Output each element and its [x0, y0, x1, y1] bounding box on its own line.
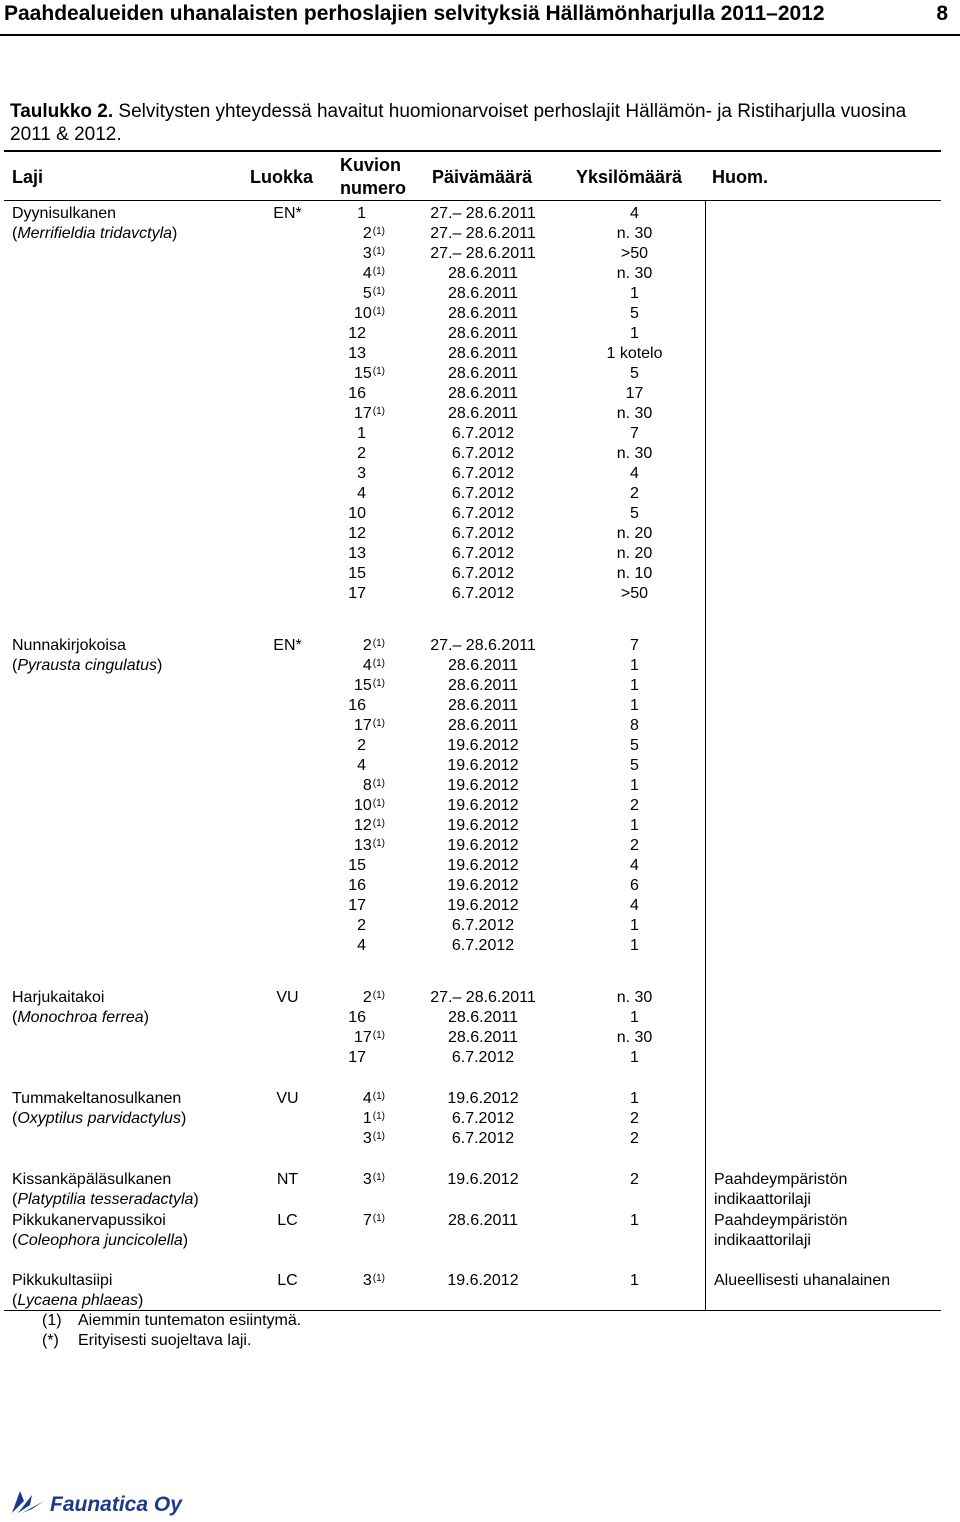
observation-date: 19.6.2012	[447, 897, 519, 914]
observation-date: 27.– 28.6.2011	[430, 637, 536, 654]
figure-value: 12	[353, 817, 372, 834]
figure-number	[348, 384, 385, 404]
caption-label: Taulukko 2.	[10, 101, 114, 122]
note-text: Paahdeympäristön	[714, 1212, 848, 1229]
figure-value: 2	[362, 989, 372, 1006]
footnote-ref: (1)	[372, 286, 385, 297]
figure-number	[348, 856, 385, 876]
footnote-1	[42, 1311, 301, 1331]
figure-number	[357, 936, 385, 956]
observation-date: 28.6.2011	[448, 285, 518, 302]
individual-count: 1	[630, 777, 639, 794]
observation-date: 19.6.2012	[447, 797, 519, 814]
page-number: 8	[936, 2, 948, 25]
species-latin: (Platyptilia tesseradactyla)	[12, 1191, 199, 1208]
figure-number	[354, 404, 385, 424]
observation-date: 28.6.2011	[448, 345, 518, 362]
figure-number	[363, 284, 385, 304]
footnote-ref: (1)	[372, 1091, 385, 1102]
footnote-2	[42, 1331, 251, 1351]
observation-date: 19.6.2012	[447, 1090, 519, 1107]
header-kuvion: Kuvion	[340, 155, 401, 175]
observation-date: 6.7.2012	[451, 1130, 515, 1147]
individual-count: 1	[630, 657, 639, 674]
figure-value: 15	[348, 565, 366, 582]
figure-number	[348, 324, 385, 344]
observation-date: 6.7.2012	[451, 1110, 515, 1127]
figure-value: 13	[348, 345, 366, 362]
figure-number	[357, 204, 385, 224]
figure-value: 17	[353, 1029, 372, 1046]
class-code: VU	[276, 1090, 299, 1107]
figure-value: 12	[348, 325, 366, 342]
observation-date: 6.7.2012	[451, 465, 515, 482]
figure-value: 4	[357, 485, 366, 502]
figure-number	[354, 364, 385, 384]
individual-count: n. 30	[616, 265, 653, 282]
observation-date: 6.7.2012	[451, 525, 515, 542]
figure-value: 16	[348, 1009, 366, 1026]
figure-number	[348, 696, 385, 716]
observation-date: 19.6.2012	[447, 837, 519, 854]
individual-count: 2	[630, 1130, 639, 1147]
individual-count: 1	[630, 1272, 639, 1289]
figure-value: 17	[353, 405, 372, 422]
latin-name: Merrifieldia tridavctyla	[17, 225, 173, 242]
figure-number	[357, 484, 385, 504]
individual-count: 1	[630, 817, 639, 834]
individual-count: 4	[630, 465, 639, 482]
figure-number	[354, 816, 385, 836]
header-count: Yksilömäärä	[576, 167, 683, 187]
header-rule	[0, 34, 960, 36]
figure-value: 15	[348, 857, 366, 874]
figure-number	[363, 1170, 385, 1190]
individual-count: >50	[620, 585, 649, 602]
figure-number	[363, 244, 385, 264]
individual-count: n. 30	[616, 405, 653, 422]
latin-name: Pyrausta cingulatus	[17, 657, 157, 674]
individual-count: 2	[630, 485, 639, 502]
footnote-ref: (1)	[372, 306, 385, 317]
figure-value: 2	[357, 445, 366, 462]
figure-value: 17	[348, 1049, 366, 1066]
figure-value: 10	[353, 305, 372, 322]
individual-count: 17	[625, 385, 644, 402]
observation-date: 19.6.2012	[447, 877, 519, 894]
figure-value: 1	[357, 425, 366, 442]
observation-date: 28.6.2011	[448, 677, 518, 694]
footnote-ref: (1)	[372, 638, 385, 649]
company-logo	[10, 1487, 182, 1522]
header-luokka: Luokka	[250, 167, 314, 187]
latin-name: Platyptilia tesseradactyla	[17, 1191, 194, 1208]
figure-number	[348, 1048, 385, 1068]
individual-count: 5	[630, 737, 639, 754]
observation-date: 6.7.2012	[451, 1049, 515, 1066]
class-code: VU	[276, 989, 299, 1006]
species-latin: (Lycaena phlaeas)	[12, 1292, 144, 1309]
observation-date: 6.7.2012	[451, 485, 515, 502]
figure-number	[363, 224, 385, 244]
figure-value: 2	[357, 737, 366, 754]
individual-count: n. 20	[616, 545, 653, 562]
class-code: EN*	[273, 637, 302, 654]
footnote-ref: (1)	[372, 246, 385, 257]
individual-count: 2	[630, 1110, 639, 1127]
footnote-ref: (1)	[372, 226, 385, 237]
observation-date: 6.7.2012	[451, 917, 515, 934]
individual-count: 7	[630, 637, 639, 654]
figure-number	[348, 544, 385, 564]
figure-value: 13	[353, 837, 372, 854]
observation-date: 27.– 28.6.2011	[430, 225, 536, 242]
observation-date: 28.6.2011	[448, 325, 518, 342]
figure-value: 15	[353, 365, 372, 382]
observation-date: 19.6.2012	[447, 1272, 519, 1289]
figure-number	[354, 796, 385, 816]
figure-value: 4	[357, 757, 366, 774]
footnote-ref: (1)	[372, 678, 385, 689]
class-code: LC	[277, 1212, 298, 1229]
figure-value: 3	[362, 1272, 372, 1289]
species-name: Dyynisulkanen	[12, 205, 117, 222]
observation-date: 6.7.2012	[451, 445, 515, 462]
figure-number	[363, 1211, 385, 1231]
footnote-mark: (1)	[42, 1312, 62, 1329]
figure-number	[357, 736, 385, 756]
footnote-ref: (1)	[372, 366, 385, 377]
individual-count: n. 30	[616, 225, 653, 242]
individual-count: 5	[630, 305, 639, 322]
figure-value: 17	[348, 585, 366, 602]
figure-value: 2	[362, 225, 372, 242]
species-latin: (Monochroa ferrea)	[12, 1009, 149, 1026]
figure-value: 10	[348, 505, 366, 522]
species-name: Pikkukultasiipi	[12, 1272, 113, 1289]
figure-value: 1	[362, 1110, 372, 1127]
individual-count: n. 30	[616, 445, 653, 462]
footnote-ref: (1)	[372, 1111, 385, 1122]
figure-number	[348, 344, 385, 364]
figure-number	[348, 896, 385, 916]
figure-number	[363, 264, 385, 284]
figure-number	[354, 676, 385, 696]
individual-count: 1	[630, 1090, 639, 1107]
class-code: NT	[276, 1171, 299, 1188]
figure-value: 7	[362, 1212, 372, 1229]
note-text: Paahdeympäristön	[714, 1171, 848, 1188]
figure-number	[354, 716, 385, 736]
observation-date: 19.6.2012	[447, 1171, 519, 1188]
footnote-ref: (1)	[372, 1131, 385, 1142]
footnote-mark: (*)	[42, 1332, 59, 1349]
observation-date: 6.7.2012	[451, 937, 515, 954]
figure-number	[357, 464, 385, 484]
figure-value: 17	[348, 897, 366, 914]
class-code: LC	[277, 1272, 298, 1289]
observation-date: 6.7.2012	[451, 565, 515, 582]
footnote-ref: (1)	[372, 1273, 385, 1284]
figure-value: 4	[357, 937, 366, 954]
footnote-ref: (1)	[372, 266, 385, 277]
figure-value: 2	[362, 637, 372, 654]
figure-value: 16	[348, 385, 366, 402]
latin-name: Oxyptilus parvidactylus	[17, 1110, 181, 1127]
figure-value: 10	[353, 797, 372, 814]
figure-value: 8	[362, 777, 372, 794]
individual-count: 5	[630, 505, 639, 522]
figure-number	[363, 656, 385, 676]
figure-value: 17	[353, 717, 372, 734]
observation-date: 28.6.2011	[448, 405, 518, 422]
note-text: Alueellisesti uhanalainen	[714, 1272, 891, 1289]
figure-value: 16	[348, 697, 366, 714]
species-name: Nunnakirjokoisa	[12, 637, 126, 654]
caption-text: Selvitysten yhteydessä havaitut huomionarvoiset perhoslajit Hällämön- ja Ristiharjulla vuosina 2011 & 2012.	[10, 101, 907, 145]
butterfly-logo-icon	[10, 1487, 46, 1522]
footnote-text: Aiemmin tuntematon esiintymä.	[78, 1312, 302, 1329]
observation-date: 19.6.2012	[447, 857, 519, 874]
figure-value: 13	[348, 545, 366, 562]
figure-number	[363, 1089, 385, 1109]
header-title: Paahdealueiden uhanalaisten perhoslajien selvityksiä Hällämönharjulla 2011–2012	[4, 2, 825, 25]
figure-value: 5	[362, 285, 372, 302]
individual-count: 1	[630, 1009, 639, 1026]
individual-count: 6	[630, 877, 639, 894]
observation-date: 6.7.2012	[451, 585, 515, 602]
observation-date: 19.6.2012	[447, 737, 519, 754]
table-caption	[10, 100, 950, 146]
note-column-rule	[705, 200, 706, 1310]
footnote-ref: (1)	[372, 718, 385, 729]
observation-date: 28.6.2011	[448, 1029, 518, 1046]
figure-number	[357, 424, 385, 444]
footnote-ref: (1)	[372, 1213, 385, 1224]
observation-date: 6.7.2012	[451, 545, 515, 562]
observation-date: 27.– 28.6.2011	[430, 989, 536, 1006]
individual-count: 2	[630, 837, 639, 854]
figure-value: 3	[362, 245, 372, 262]
figure-number	[363, 776, 385, 796]
species-latin: (Coleophora juncicolella)	[12, 1232, 189, 1249]
observation-date: 6.7.2012	[451, 425, 515, 442]
footnote-ref: (1)	[372, 658, 385, 669]
observation-date: 27.– 28.6.2011	[430, 245, 536, 262]
species-name: Pikkukanervapussikoi	[12, 1212, 166, 1229]
individual-count: 4	[630, 857, 639, 874]
footnote-text: Erityisesti suojeltava laji.	[78, 1332, 252, 1349]
individual-count: 1	[630, 1212, 639, 1229]
figure-value: 2	[357, 917, 366, 934]
figure-number	[348, 564, 385, 584]
individual-count: 1	[630, 917, 639, 934]
species-name: Harjukaitakoi	[12, 989, 105, 1006]
individual-count: n. 10	[616, 565, 653, 582]
individual-count: 1	[630, 325, 639, 342]
footnote-ref: (1)	[372, 778, 385, 789]
species-name: Kissankäpäläsulkanen	[12, 1171, 172, 1188]
individual-count: 2	[630, 797, 639, 814]
footnote-ref: (1)	[372, 838, 385, 849]
individual-count: 4	[630, 897, 639, 914]
individual-count: >50	[620, 245, 649, 262]
figure-value: 4	[362, 1090, 372, 1107]
footnote-ref: (1)	[372, 1030, 385, 1041]
observation-date: 19.6.2012	[447, 757, 519, 774]
note-text: indikaattorilaji	[714, 1191, 811, 1208]
header-numero: numero	[340, 178, 407, 198]
figure-value: 3	[362, 1171, 372, 1188]
individual-count: 1	[630, 697, 639, 714]
figure-number	[354, 836, 385, 856]
footnote-ref: (1)	[372, 990, 385, 1001]
figure-number	[363, 988, 385, 1008]
figure-number	[348, 524, 385, 544]
figure-number	[363, 1109, 385, 1129]
individual-count: 1	[630, 677, 639, 694]
figure-number	[348, 584, 385, 604]
table-top-rule	[4, 150, 941, 152]
individual-count: 1	[630, 1049, 639, 1066]
individual-count: 1 kotelo	[606, 345, 663, 362]
observation-date: 28.6.2011	[448, 365, 518, 382]
observation-date: 28.6.2011	[448, 1009, 518, 1026]
figure-value: 12	[348, 525, 366, 542]
observation-date: 28.6.2011	[448, 385, 518, 402]
observation-date: 28.6.2011	[448, 657, 518, 674]
latin-name: Lycaena phlaeas	[17, 1292, 139, 1309]
figure-value: 15	[353, 677, 372, 694]
individual-count: 7	[630, 425, 639, 442]
individual-count: 4	[630, 205, 639, 222]
figure-number	[357, 756, 385, 776]
header-date: Päivämäärä	[432, 167, 533, 187]
species-latin: (Pyrausta cingulatus)	[12, 657, 163, 674]
latin-name: Coleophora juncicolella	[17, 1232, 183, 1249]
figure-value: 1	[357, 205, 366, 222]
footnote-ref: (1)	[372, 1172, 385, 1183]
figure-number	[354, 1028, 385, 1048]
observation-date: 6.7.2012	[451, 505, 515, 522]
figure-number	[348, 1008, 385, 1028]
species-latin: (Merrifieldia tridavctyla)	[12, 225, 178, 242]
header-laji: Laji	[12, 167, 44, 187]
individual-count: 1	[630, 937, 639, 954]
observation-date: 28.6.2011	[448, 265, 518, 282]
observation-date: 28.6.2011	[448, 305, 518, 322]
figure-number	[363, 1271, 385, 1291]
figure-number	[357, 444, 385, 464]
observation-date: 28.6.2011	[448, 1212, 518, 1229]
figure-number	[363, 636, 385, 656]
figure-value: 3	[362, 1130, 372, 1147]
individual-count: 8	[630, 717, 639, 734]
observation-date: 28.6.2011	[448, 717, 518, 734]
header-note: Huom.	[712, 167, 768, 187]
footnote-ref: (1)	[372, 406, 385, 417]
figure-value: 16	[348, 877, 366, 894]
footnote-ref: (1)	[372, 818, 385, 829]
individual-count: 2	[630, 1171, 639, 1188]
note-text: indikaattorilaji	[714, 1232, 811, 1249]
observation-date: 19.6.2012	[447, 777, 519, 794]
observation-date: 28.6.2011	[448, 697, 518, 714]
footnote-ref: (1)	[372, 798, 385, 809]
individual-count: n. 20	[616, 525, 653, 542]
individual-count: n. 30	[616, 989, 653, 1006]
figure-number	[357, 916, 385, 936]
observation-date: 19.6.2012	[447, 817, 519, 834]
individual-count: 5	[630, 365, 639, 382]
figure-number	[354, 304, 385, 324]
observation-date: 27.– 28.6.2011	[430, 205, 536, 222]
figure-number	[363, 1129, 385, 1149]
figure-number	[348, 504, 385, 524]
species-name: Tummakeltanosulkanen	[12, 1090, 182, 1107]
figure-value: 3	[357, 465, 366, 482]
figure-value: 4	[362, 265, 372, 282]
class-code: EN*	[273, 205, 302, 222]
individual-count: n. 30	[616, 1029, 653, 1046]
header-bottom-rule	[4, 200, 941, 201]
species-latin: (Oxyptilus parvidactylus)	[12, 1110, 187, 1127]
figure-number	[348, 876, 385, 896]
latin-name: Monochroa ferrea	[17, 1009, 144, 1026]
figure-value: 4	[362, 657, 372, 674]
logo-text: Faunatica Oy	[50, 1492, 182, 1516]
individual-count: 1	[630, 285, 639, 302]
individual-count: 5	[630, 757, 639, 774]
